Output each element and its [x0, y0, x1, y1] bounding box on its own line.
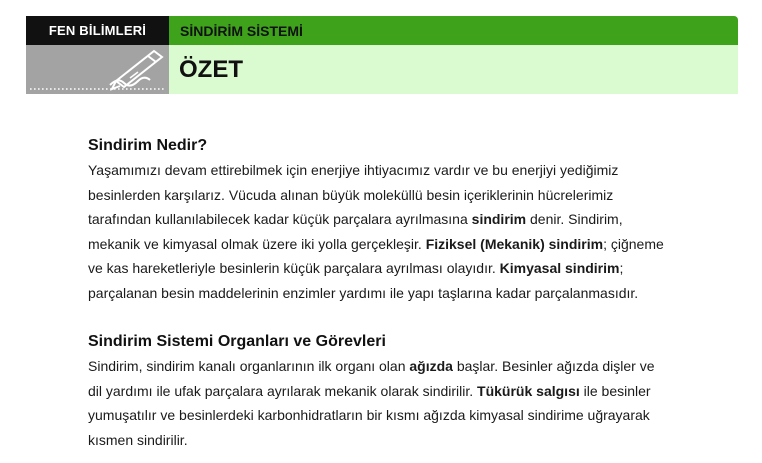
bold-term: Fiziksel (Mekanik) sindirim [425, 235, 604, 252]
bold-term: Tükürük salgısı [477, 382, 580, 399]
text-run: ve kas hareketleriyle besinlerin küçük parçalara ayrılması olayıdır. [88, 260, 500, 276]
icon-panel [26, 45, 169, 94]
text-run: Sindirim, sindirim kanalı organlarının ilk organı olan [88, 358, 410, 374]
subject-label: FEN BİLİMLERİ [26, 16, 169, 45]
text-run: dil yardımı ile ufak parçalara ayrılarak mekanik olarak sindirilir. [88, 382, 478, 399]
section-paragraph [88, 354, 688, 452]
page-title: ÖZET [179, 55, 243, 83]
bold-term: ağızda [409, 358, 453, 374]
bold-term: Kimyasal sindirim [499, 260, 620, 276]
section-heading: Sindirim Nedir? [88, 137, 208, 154]
text-run: ; [619, 260, 624, 276]
pencil-writing-icon [26, 45, 169, 94]
section-heading: Sindirim Sistemi Organları ve Görevleri [88, 333, 386, 350]
section-sindirim-nedir [88, 134, 688, 305]
title-bar [169, 45, 738, 94]
summary-content [88, 134, 688, 452]
text-run: tarafından kullanılabilecek kadar küçük parçalara ayrılmasına [88, 211, 472, 227]
section-sindirim-sistemi-organlari [88, 330, 688, 452]
page-header [26, 16, 738, 94]
text-run: ile besinler [579, 382, 651, 399]
bold-term: sindirim [471, 211, 527, 227]
text-run: yumuşatılır ve besinlerdeki karbonhidratların bir kısmı ağızda kimyasal sindirime uğrayarak [88, 407, 650, 423]
text-run: başlar. Besinler ağızda dişler ve [452, 358, 655, 374]
text-run: denir. Sindirim, [526, 211, 623, 227]
text-run: kısmen sindirilir. [88, 431, 188, 448]
section-paragraph [88, 158, 688, 305]
text-run: parçalanan besin maddelerinin enzimler yardımı ile yapı taşlarına kadar parçalanmasıdır. [88, 284, 639, 301]
text-run: mekanik ve kimyasal olmak üzere iki yolla gerçekleşir. [88, 235, 426, 252]
text-run: Yaşamımızı devam ettirebilmek için enerjiye ihtiyacımız vardır ve bu enerjiyi yediğimiz [88, 162, 619, 178]
topic-label: SİNDİRİM SİSTEMİ [169, 16, 738, 45]
text-run: besinlerden karşılarız. Vücuda alınan büyük moleküllü besin içeriklerinin hücrelerimiz [88, 186, 614, 203]
text-run: ; çiğneme [603, 235, 664, 252]
